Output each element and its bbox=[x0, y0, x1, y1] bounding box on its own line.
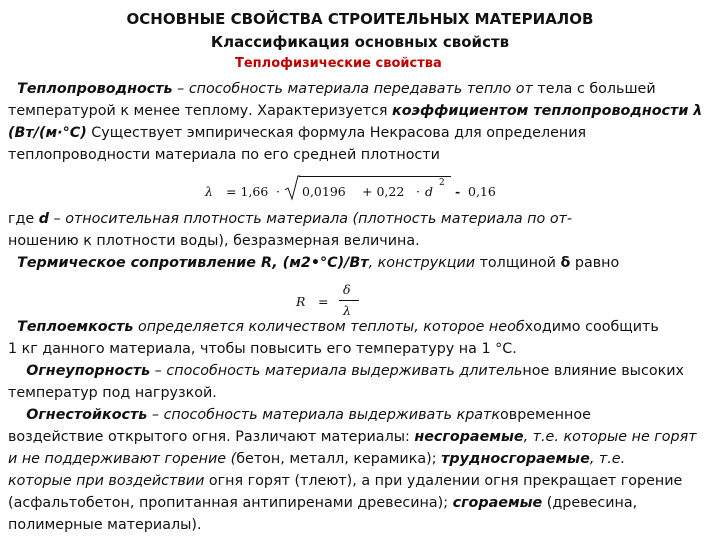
formula-minus: - bbox=[455, 184, 461, 199]
where-d-line-2: ношению к плотности воды), безразмерная величина. bbox=[8, 233, 420, 249]
capacity-line-1 bbox=[8, 316, 714, 338]
formula-r: R bbox=[296, 294, 306, 309]
formula-d: d bbox=[425, 184, 434, 199]
formula-dot-1: · bbox=[276, 184, 280, 199]
capacity-line-2: 1 кг данного материала, чтобы повысить его температуру на 1 °С. bbox=[8, 341, 517, 357]
conductivity-unit: (Вт/(м·°С) bbox=[8, 125, 87, 141]
formula-constant: 0,0196 bbox=[302, 184, 346, 199]
formula-lambda: λ bbox=[205, 184, 213, 199]
refractoriness-term: Огнеупорность bbox=[26, 363, 151, 379]
conductivity-definition-cont: тела с большей bbox=[532, 81, 656, 97]
formula-r-numerator: δ bbox=[343, 282, 351, 297]
fire-classes-intro: воздействие открытого огня. Различают материалы: bbox=[8, 429, 415, 445]
fire-resistance-definition: – способность материала выдерживать кратк bbox=[147, 407, 501, 423]
resistance-thickness: толщиной bbox=[475, 255, 561, 271]
conductivity-line-3 bbox=[8, 122, 714, 144]
fraction-line bbox=[339, 300, 359, 301]
formula-r-denominator: λ bbox=[343, 303, 351, 318]
fire-resistance-line-1 bbox=[8, 404, 714, 426]
combustible-term: сгораемые bbox=[452, 495, 543, 511]
where-d-symbol: d bbox=[38, 211, 49, 227]
non-combustible-definition-cont: и не поддерживают горение ( bbox=[8, 451, 237, 467]
conductivity-text: температурой к менее теплому. Характеризуется bbox=[8, 103, 392, 119]
formula-coefficient: = 1,66 bbox=[226, 184, 269, 199]
formula-offset: 0,16 bbox=[468, 184, 496, 199]
refractoriness-definition: – способность материала выдерживать длитель bbox=[150, 363, 523, 379]
capacity-definition-cont: ходимо сообщить bbox=[524, 319, 659, 335]
hardly-combustible-definition-cont: огня горят (тлеют), а при удалении огня прекращает горение bbox=[204, 473, 683, 489]
resistance-equals: равно bbox=[570, 255, 620, 271]
non-combustible-term: несгораемые bbox=[414, 429, 524, 445]
fire-resistance-line-3 bbox=[8, 448, 714, 470]
formula-dot-2: · bbox=[416, 184, 420, 199]
conductivity-definition: – способность материала передавать тепло от bbox=[172, 81, 533, 97]
conductivity-term: Теплопроводность bbox=[17, 81, 173, 97]
sqrt-sign bbox=[284, 175, 300, 201]
conductivity-line-4: теплопроводности материала по его средней плотности bbox=[8, 147, 440, 163]
sqrt-bar bbox=[299, 176, 451, 177]
resistance-line bbox=[8, 252, 714, 274]
formula-exponent: 2 bbox=[439, 178, 445, 188]
page-subtitle: Классификация основных свойств bbox=[210, 33, 510, 51]
resistance-construction: , конструкции bbox=[368, 255, 476, 271]
resistance-delta: δ bbox=[560, 255, 571, 271]
conductivity-line-2 bbox=[8, 100, 714, 122]
refractoriness-definition-cont: ное влияние высоких bbox=[522, 363, 684, 379]
formula-plus-term: + 0,22 bbox=[362, 184, 405, 199]
formula-r-eq: = bbox=[318, 294, 329, 309]
conductivity-nekrasov: Существует эмпирическая формула Некрасова для определения bbox=[86, 125, 587, 141]
section-heading: Теплофизические свойства bbox=[235, 56, 442, 71]
non-combustible-examples: бетон, металл, керамика); bbox=[236, 451, 442, 467]
hardly-combustible-term: трудносгораемые bbox=[441, 451, 590, 467]
where-d-line-1 bbox=[8, 208, 714, 230]
fire-resistance-term: Огнестойкость bbox=[26, 407, 148, 423]
fire-resistance-line-5 bbox=[8, 492, 714, 514]
hardly-combustible-ie: , т.е. bbox=[589, 451, 626, 467]
fire-resistance-definition-cont: овременное bbox=[500, 407, 591, 423]
where-text: где bbox=[8, 211, 39, 227]
fire-resistance-line-2 bbox=[8, 426, 714, 448]
refractoriness-line-1 bbox=[8, 360, 714, 382]
conductivity-line-1 bbox=[8, 78, 714, 100]
non-combustible-definition: , т.е. которые не горят bbox=[523, 429, 697, 445]
capacity-definition: определяется количеством теплоты, которое необ bbox=[133, 319, 525, 335]
page-title: ОСНОВНЫЕ СВОЙСТВА СТРОИТЕЛЬНЫХ МАТЕРИАЛОВ bbox=[126, 10, 594, 28]
where-d-definition: – относительная плотность материала (плотность материала по от- bbox=[48, 211, 573, 227]
refractoriness-line-2: температур под нагрузкой. bbox=[8, 385, 217, 401]
fire-resistance-line-6: полимерные материалы). bbox=[8, 517, 202, 533]
fire-resistance-line-4 bbox=[8, 470, 714, 492]
capacity-term: Теплоемкость bbox=[17, 319, 134, 335]
combustible-examples: (древесина, bbox=[542, 495, 638, 511]
conductivity-coefficient: коэффициентом теплопроводности λ bbox=[392, 103, 703, 119]
hardly-combustible-definition: которые при воздействии bbox=[8, 473, 205, 489]
resistance-term: Термическое сопротивление R, (м2•°С)/Вт bbox=[17, 255, 369, 271]
hardly-combustible-examples: (асфальтобетон, пропитанная антипиренами древесина); bbox=[8, 495, 453, 511]
